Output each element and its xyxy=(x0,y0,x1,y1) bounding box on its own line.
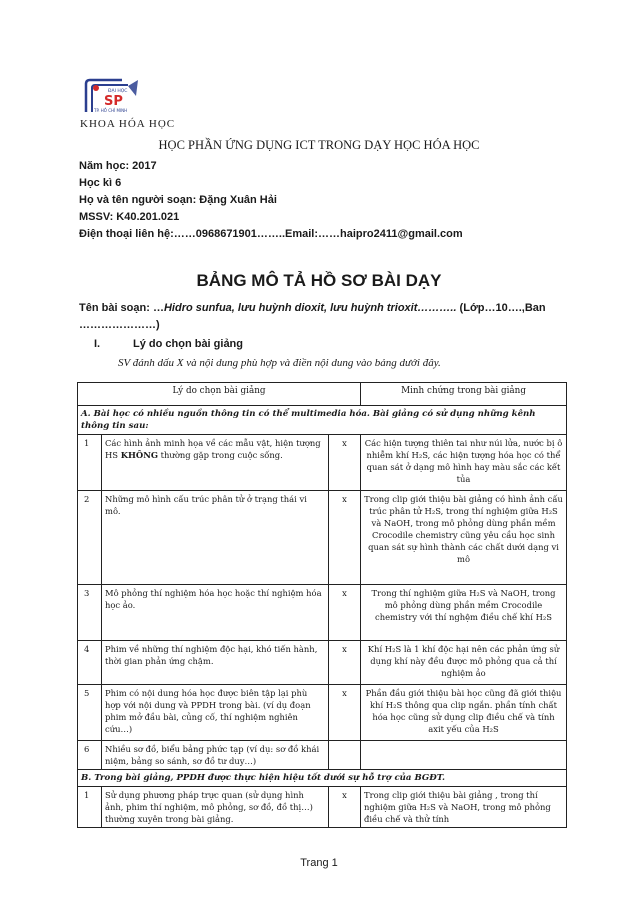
document-title: BẢNG MÔ TẢ HỒ SƠ BÀI DẠY xyxy=(196,271,442,290)
logo-text-bottom: TP. HỒ CHÍ MINH xyxy=(94,108,128,113)
course-title: HỌC PHẦN ỨNG DỤNG ICT TRONG DẠY HỌC HÓA HỌC xyxy=(158,138,480,152)
category-b-row xyxy=(78,770,567,787)
header-reason: Lý do chọn bài giảng xyxy=(78,383,361,406)
category-a: A. Bài học có nhiều nguồn thông tin có thể multimedia hóa. Bài giảng có sử dụng những kênh thông tin sau: xyxy=(78,406,567,435)
row-reason-text-end: thường gặp trong cuộc sống. xyxy=(158,450,283,460)
table-row xyxy=(78,787,567,828)
page-number: Trang 1 xyxy=(300,857,338,869)
department-name: KHOA HÓA HỌC xyxy=(80,118,176,130)
table-row xyxy=(78,491,567,585)
row-evidence[interactable]: Trong clip giới thiệu bài giảng có hình ảnh cấu trúc phân tử H₂S, trong thí nghiệm giữa H₂S và NaOH, trong mô phỏng dùng phần mềm Crocodile chemistry cũng yêu cầu học sinh quan sát sự hình thành các chất dưới dạng vi mô xyxy=(361,491,567,585)
logo-text-main: SP xyxy=(104,94,123,109)
contact-line: Điện thoại liên hệ:……0968671901……..Email:……haipro2411@gmail.com xyxy=(79,228,463,240)
row-reason xyxy=(102,435,329,491)
table-row xyxy=(78,435,567,491)
row-reason: Những mô hình cấu trúc phân tử ở trạng thái vi mô. xyxy=(102,491,329,585)
row-number: 6 xyxy=(78,741,102,770)
row-reason: Sử dụng phương pháp trực quan (sử dụng hình ảnh, phim thí nghiệm, mô phỏng, sơ đồ, đồ thị…) thường xuyên trong bài giảng. xyxy=(102,787,329,828)
row-mark[interactable]: x xyxy=(329,787,361,828)
lesson-name: Hidro sunfua, lưu huỳnh dioxit, lưu huỳnh trioxit……….. xyxy=(163,302,457,314)
table-header-row xyxy=(78,383,567,406)
row-evidence[interactable] xyxy=(361,741,567,770)
row-evidence[interactable]: Trong thí nghiệm giữa H₂S và NaOH, trong mô phỏng dùng phần mềm Crocodile chemistry với thí nghệm điều chế khí H₂S xyxy=(361,585,567,641)
school-year: Năm học: 2017 xyxy=(79,160,157,172)
row-reason: Mô phỏng thí nghiệm hóa học hoặc thí nghiệm hóa học ảo. xyxy=(102,585,329,641)
row-mark[interactable]: x xyxy=(329,585,361,641)
row-reason: Phim có nội dung hóa học được biên tập lại phù hợp với nội dung và PPDH trong bài. (ví dụ đoạn phim mở đầu bài, củng cố, thí nghiệm nghiên cứu…) xyxy=(102,685,329,741)
header-evidence: Minh chứng trong bài giảng xyxy=(361,383,567,406)
row-evidence[interactable]: Các hiện tượng thiên tai như núi lửa, nước bị ô nhiễm khí H₂S, các hiện tượng hóa học có thể quan sát ở dạng mô hình hay màu sắc các kết tủa xyxy=(361,435,567,491)
section-title: Lý do chọn bài giảng xyxy=(133,338,243,350)
lesson-grade: (Lớp…10….,Ban xyxy=(456,302,546,314)
row-evidence[interactable]: Khí H₂S là 1 khí độc hại nên các phản ứng sử dụng khí này đều được mô phỏng qua cả thí nghiệm ảo xyxy=(361,641,567,685)
row-number: 1 xyxy=(78,787,102,828)
author-info xyxy=(79,158,463,243)
row-number: 3 xyxy=(78,585,102,641)
table-row xyxy=(78,685,567,741)
row-evidence[interactable]: Trong clip giới thiệu bài giảng , trong thí nghiệm giữa H₂S và NaOH, trong mô phỏng điều chế và thử tính xyxy=(361,787,567,828)
row-number: 1 xyxy=(78,435,102,491)
row-number: 4 xyxy=(78,641,102,685)
row-reason: Phim về những thí nghiệm độc hại, khó tiến hành, thời gian phản ứng chậm. xyxy=(102,641,329,685)
logo-text-top: ĐẠI HỌC xyxy=(108,89,128,94)
author-name: Họ và tên người soạn: Đặng Xuân Hải xyxy=(79,194,277,206)
table-row xyxy=(78,641,567,685)
row-mark[interactable]: x xyxy=(329,641,361,685)
row-mark[interactable] xyxy=(329,741,361,770)
university-logo xyxy=(78,76,144,116)
row-number: 2 xyxy=(78,491,102,585)
row-number: 5 xyxy=(78,685,102,741)
row-mark[interactable]: x xyxy=(329,435,361,491)
lesson-line2: …………………) xyxy=(79,319,160,331)
category-b: B. Trong bài giảng, PPDH được thực hiện hiệu tốt dưới sự hỗ trợ của BGĐT. xyxy=(78,770,567,787)
row-reason-emphasis: KHÔNG xyxy=(120,450,158,460)
section-number: I. xyxy=(94,338,101,350)
row-reason: Nhiều sơ đồ, biểu bảng phức tạp (ví dụ: sơ đồ khái niệm, bảng so sánh, sơ đồ tư duy…) xyxy=(102,741,329,770)
row-reason-text: Các hình ảnh minh họa về các mẫu vật, hiện tượng HS xyxy=(105,438,321,460)
student-id: MSSV: K40.201.021 xyxy=(79,211,180,223)
row-evidence[interactable]: Phần đầu giới thiệu bài học cũng đã giới thiệu khí H₂S thông qua clip ngắn. phần tính chất hóa học cũng sử dụng clip điều chế và tính axit yếu của H₂S xyxy=(361,685,567,741)
lesson-name-line xyxy=(79,300,569,334)
semester: Học kì 6 xyxy=(79,177,122,189)
row-mark[interactable]: x xyxy=(329,491,361,585)
reason-table xyxy=(77,382,567,828)
table-row xyxy=(78,741,567,770)
lesson-label: Tên bài soạn: … xyxy=(79,302,164,314)
category-a-row xyxy=(78,406,567,435)
row-mark[interactable]: x xyxy=(329,685,361,741)
table-row xyxy=(78,585,567,641)
section-instruction: SV đánh dấu X và nội dung phù hợp và điền nội dung vào bảng dưới đây. xyxy=(118,357,441,369)
